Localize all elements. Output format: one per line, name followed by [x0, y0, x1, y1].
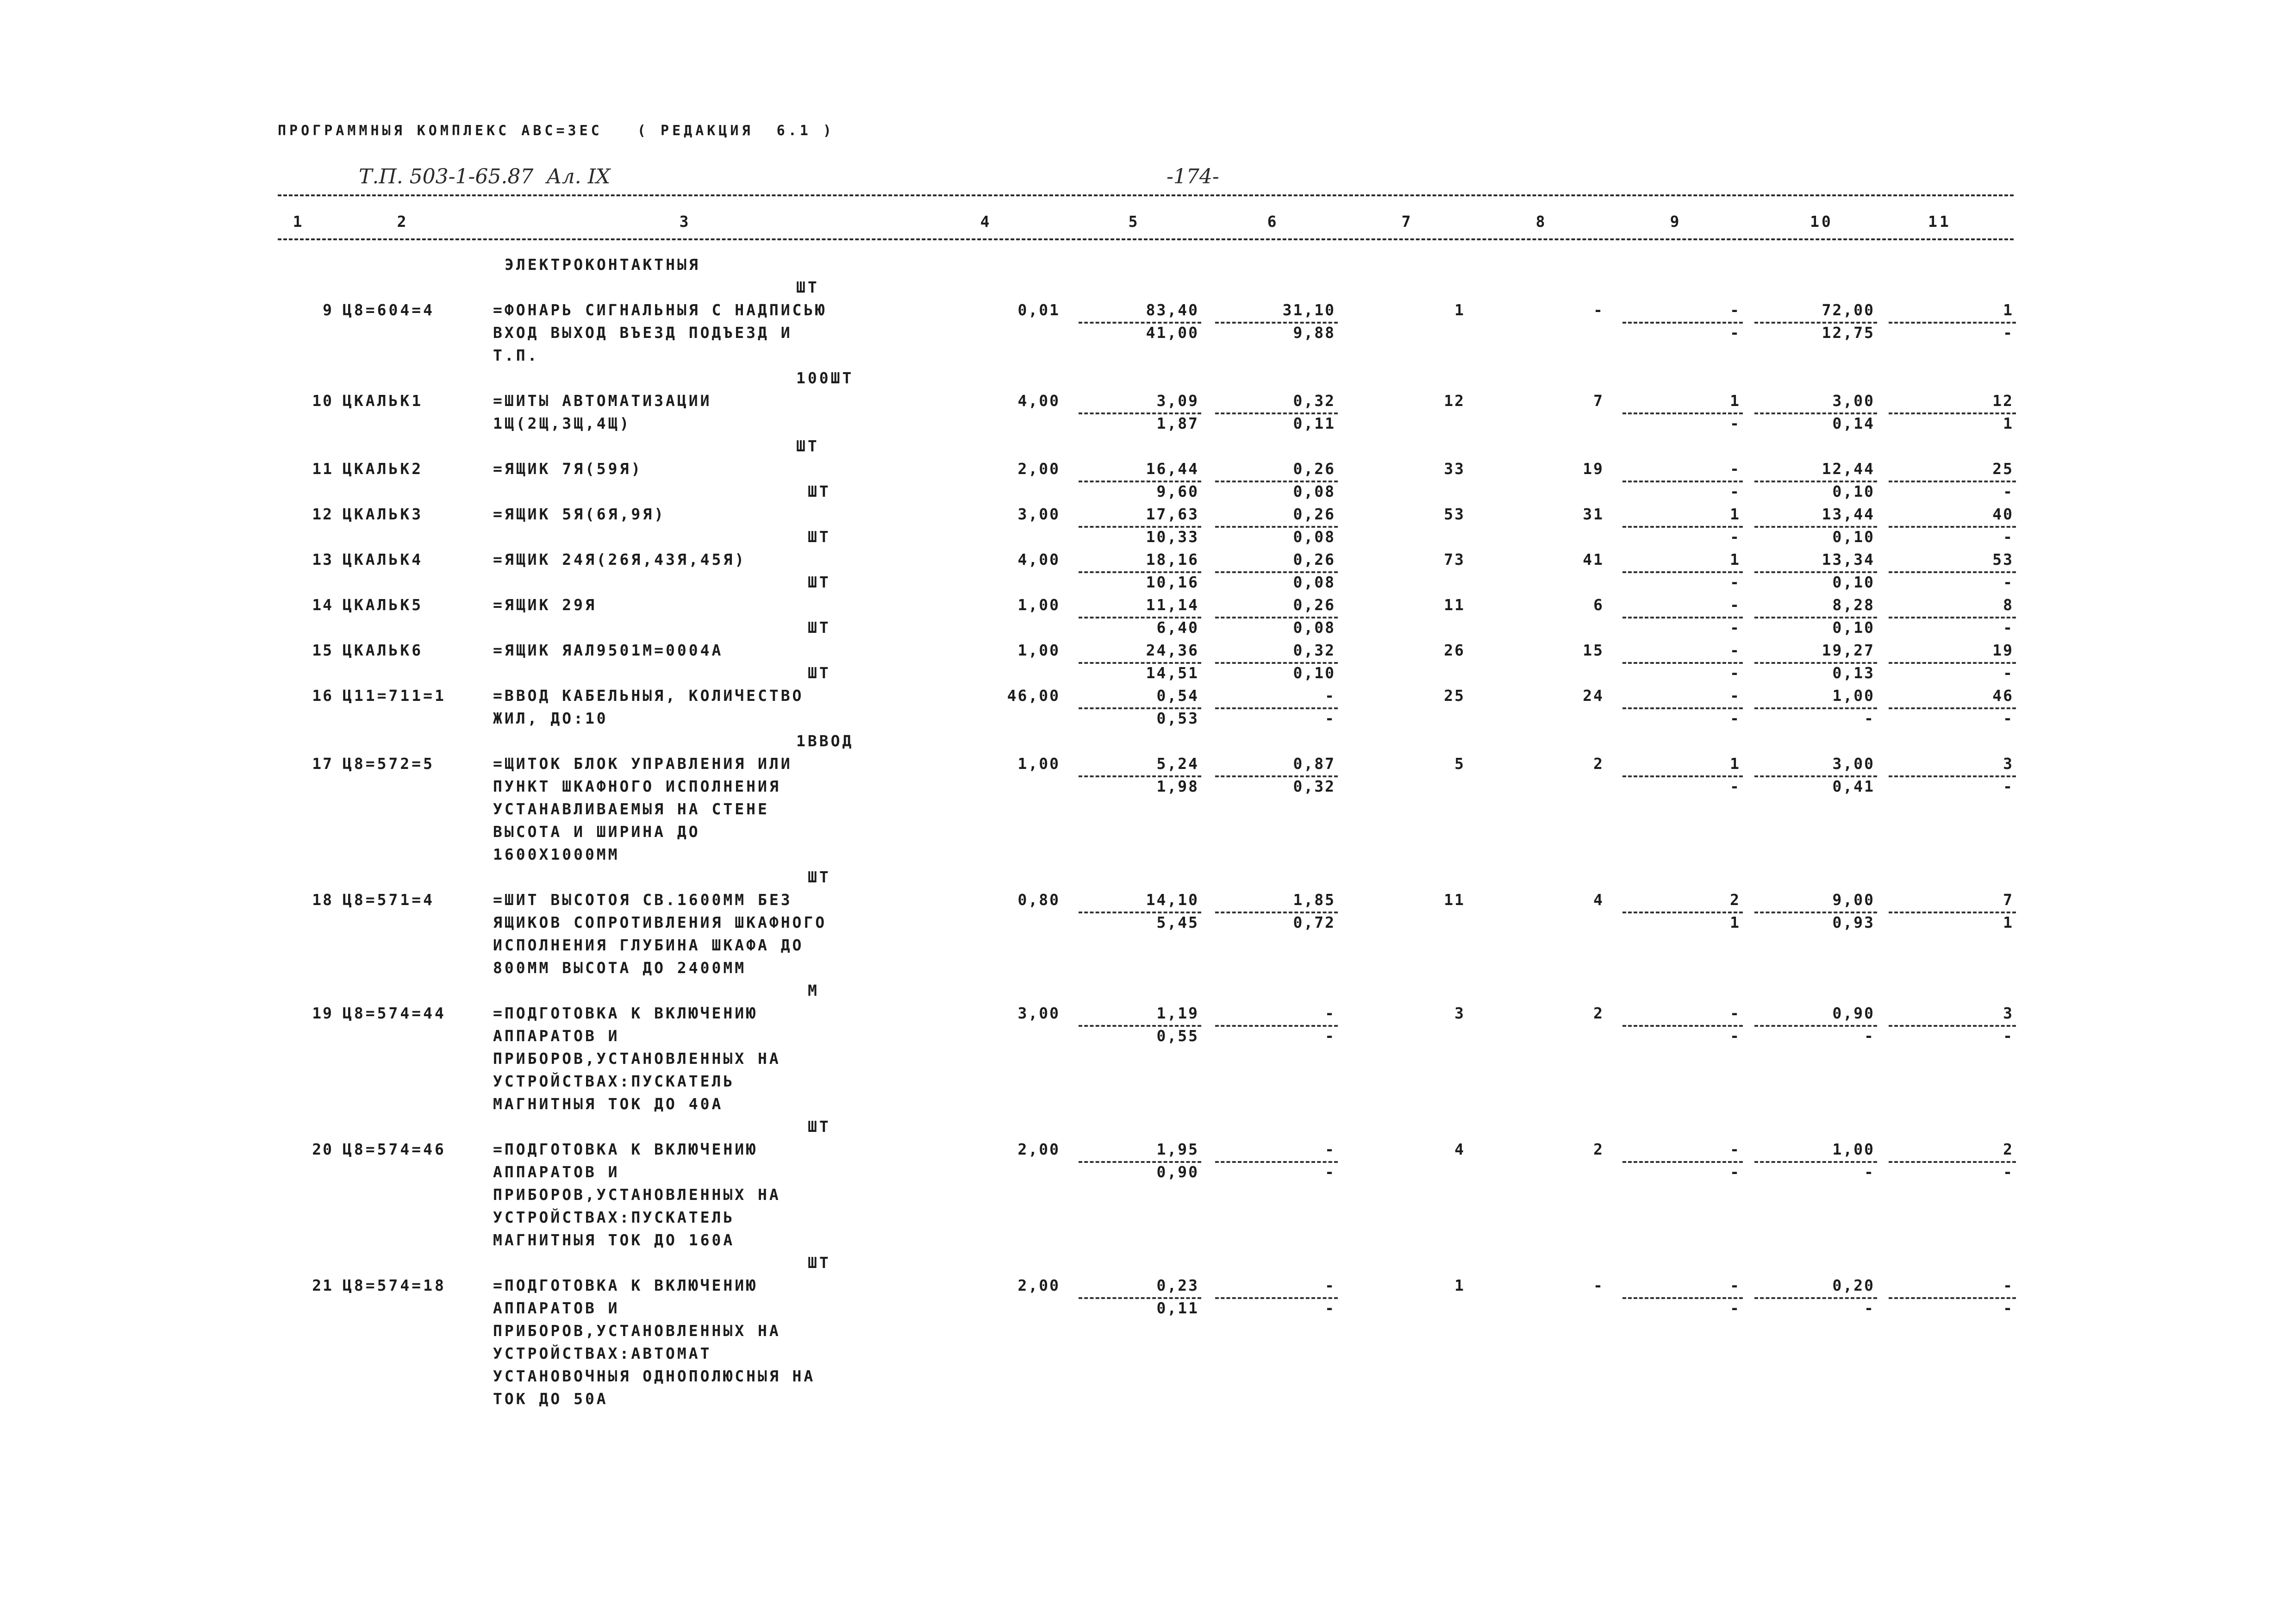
unit-label: ШТ	[808, 868, 831, 886]
cell-c7: 1	[1454, 1276, 1465, 1294]
unit-label: ШТ	[808, 528, 831, 546]
cell-c6-bottom: -	[1325, 1299, 1335, 1317]
column-header-5: 5	[1128, 212, 1140, 231]
resource-code: ЦКАЛЬК4	[343, 550, 424, 568]
cell-c6-bottom: 0,72	[1293, 913, 1335, 931]
cell-c8: 24	[1583, 687, 1604, 705]
cell-c10-bottom: 0,10	[1832, 528, 1875, 546]
row-number: 19	[312, 1004, 333, 1022]
cell-c9-top: 1	[1730, 505, 1741, 523]
cell-c6-divider	[1215, 1161, 1338, 1163]
cell-c5-bottom: 9,60	[1156, 482, 1199, 500]
cell-c8: 6	[1593, 596, 1604, 614]
cell-c9-top: -	[1730, 1004, 1741, 1022]
cell-c10-bottom: 0,14	[1832, 414, 1875, 432]
resource-code: Ц11=711=1	[343, 687, 446, 705]
description-line: АППАРАТОВ И	[493, 1027, 620, 1045]
cell-c9-divider	[1622, 1025, 1743, 1027]
document-reference: Т.П. 503-1-65.87 Ал. IX	[359, 165, 611, 188]
cell-c11-divider	[1889, 912, 2016, 913]
cell-c5-top: 83,40	[1146, 301, 1199, 319]
cell-c9-divider	[1622, 707, 1743, 709]
description-line: 800ММ ВЫСОТА ДО 2400ММ	[493, 959, 747, 977]
cell-c11-bottom: -	[2003, 1027, 2014, 1045]
row-number: 20	[312, 1140, 333, 1158]
cell-c5-top: 5,24	[1156, 755, 1199, 773]
row-number: 12	[312, 505, 333, 523]
description-line: =ЯЩИК 29Я	[493, 596, 597, 614]
row-number: 14	[312, 596, 333, 614]
description-line: =ЯЩИК 5Я(6Я,9Я)	[493, 505, 666, 523]
cell-c7: 25	[1444, 687, 1465, 705]
quantity: 1,00	[1017, 641, 1060, 659]
cell-c5-bottom: 10,16	[1146, 573, 1199, 591]
description-line: УСТАНАВЛИВАЕМЫЯ НА СТЕНЕ	[493, 800, 769, 818]
description-line: =ПОДГОТОВКА К ВКЛЮЧЕНИЮ	[493, 1004, 758, 1022]
cell-c8: 41	[1583, 550, 1604, 568]
cell-c11-top: 3	[2003, 755, 2014, 773]
cell-c10-divider	[1754, 1161, 1877, 1163]
cell-c9-top: -	[1730, 596, 1741, 614]
description-line: УСТРОЙСТВАХ:ПУСКАТЕЛЬ	[493, 1072, 735, 1090]
cell-c11-top: 12	[1992, 392, 2014, 410]
cell-c5-bottom: 14,51	[1146, 664, 1199, 682]
column-header-1: 1	[293, 212, 305, 231]
cell-c7: 4	[1454, 1140, 1465, 1158]
cell-c9-divider	[1622, 481, 1743, 482]
cell-c5-bottom: 41,00	[1146, 324, 1199, 342]
cell-c7: 73	[1444, 550, 1465, 568]
cell-c9-divider	[1622, 775, 1743, 777]
description-line: ВХОД ВЫХОД ВЪЕЗД ПОДЪЕЗД И	[493, 324, 792, 342]
cell-c10-bottom: 0,93	[1832, 913, 1875, 931]
quantity: 2,00	[1017, 1140, 1060, 1158]
description-line: ВЫСОТА И ШИРИНА ДО	[493, 823, 700, 841]
cell-c10-bottom: 0,13	[1832, 664, 1875, 682]
cell-c11-bottom: -	[2003, 777, 2014, 795]
cell-c9-top: -	[1730, 301, 1741, 319]
cell-c8: 4	[1593, 891, 1604, 909]
cell-c8: 7	[1593, 392, 1604, 410]
cell-c11-divider	[1889, 1025, 2016, 1027]
cell-c10-divider	[1754, 707, 1877, 709]
description-line: ЯЩИКОВ СОПРОТИВЛЕНИЯ ШКАФНОГО	[493, 913, 827, 931]
cell-c9-top: 2	[1730, 891, 1741, 909]
cell-c6-divider	[1215, 707, 1338, 709]
resource-code: Ц8=604=4	[343, 301, 435, 319]
cell-c7: 3	[1454, 1004, 1465, 1022]
resource-code: Ц8=574=46	[343, 1140, 446, 1158]
cell-c6-top: 0,32	[1293, 392, 1335, 410]
cell-c6-bottom: 0,32	[1293, 777, 1335, 795]
cell-c9-bottom: -	[1730, 1027, 1741, 1045]
cell-c7: 53	[1444, 505, 1465, 523]
column-header-7: 7	[1401, 212, 1413, 231]
cell-c7: 5	[1454, 755, 1465, 773]
description-line: ПРИБОРОВ,УСТАНОВЛЕННЫХ НА	[493, 1186, 781, 1204]
cell-c6-top: -	[1325, 1004, 1335, 1022]
description-line: 1600Х1000ММ	[493, 845, 620, 863]
row-number: 18	[312, 891, 333, 909]
cell-c9-bottom: -	[1730, 1163, 1741, 1181]
cell-c9-divider	[1622, 571, 1743, 573]
cell-c11-divider	[1889, 481, 2016, 482]
column-header-8: 8	[1535, 212, 1547, 231]
cell-c6-top: -	[1325, 1140, 1335, 1158]
cell-c9-top: -	[1730, 1276, 1741, 1294]
row-number: 15	[312, 641, 333, 659]
quantity: 46,00	[1007, 687, 1060, 705]
cell-c6-top: 31,10	[1282, 301, 1335, 319]
quantity: 2,00	[1017, 460, 1060, 478]
cell-c6-top: -	[1325, 687, 1335, 705]
cell-c6-divider	[1215, 1025, 1338, 1027]
cell-c11-bottom: 1	[2003, 414, 2014, 432]
unit-label: ШТ	[808, 482, 831, 500]
unit-label: ШТ	[808, 1118, 831, 1136]
cell-c5-top: 0,54	[1156, 687, 1199, 705]
cell-c6-bottom: 0,08	[1293, 528, 1335, 546]
cell-c6-top: 1,85	[1293, 891, 1335, 909]
cell-c5-top: 17,63	[1146, 505, 1199, 523]
resource-code: Ц8=574=18	[343, 1276, 446, 1294]
cell-c11-top: 19	[1992, 641, 2014, 659]
cell-c8: 2	[1593, 755, 1604, 773]
cell-c8: 2	[1593, 1004, 1604, 1022]
cell-c10-bottom: 0,10	[1832, 482, 1875, 500]
quantity: 4,00	[1017, 392, 1060, 410]
cell-c11-top: 25	[1992, 460, 2014, 478]
column-header-6: 6	[1267, 212, 1279, 231]
cell-c6-divider	[1215, 1297, 1338, 1299]
cell-c11-top: 46	[1992, 687, 2014, 705]
cell-c5-bottom: 0,55	[1156, 1027, 1199, 1045]
quantity: 1,00	[1017, 755, 1060, 773]
description-line: АППАРАТОВ И	[493, 1299, 620, 1317]
cell-c10-divider	[1754, 1297, 1877, 1299]
cell-c11-divider	[1889, 775, 2016, 777]
cell-c11-bottom: 1	[2003, 913, 2014, 931]
column-header-3: 3	[679, 212, 691, 231]
row-number: 11	[312, 460, 333, 478]
unit-label: ШТ	[808, 664, 831, 682]
cell-c11-bottom: -	[2003, 573, 2014, 591]
cell-c9-top: -	[1730, 1140, 1741, 1158]
cell-c6-bottom: -	[1325, 1163, 1335, 1181]
cell-c11-divider	[1889, 617, 2016, 618]
cell-c11-bottom: -	[2003, 528, 2014, 546]
cell-c5-bottom: 10,33	[1146, 528, 1199, 546]
cell-c11-divider	[1889, 707, 2016, 709]
cell-c7: 1	[1454, 301, 1465, 319]
cell-c9-divider	[1622, 912, 1743, 913]
description-line: =ЩИТОК БЛОК УПРАВЛЕНИЯ ИЛИ	[493, 755, 792, 773]
cell-c9-top: -	[1730, 641, 1741, 659]
cell-c8: -	[1593, 1276, 1604, 1294]
unit-label: 100ШТ	[796, 369, 854, 387]
cell-c9-divider	[1622, 662, 1743, 664]
resource-code: Ц8=574=44	[343, 1004, 446, 1022]
cell-c5-top: 1,19	[1156, 1004, 1199, 1022]
column-header-10: 10	[1810, 212, 1833, 231]
cell-c9-bottom: -	[1730, 414, 1741, 432]
cell-c9-bottom: -	[1730, 1299, 1741, 1317]
cell-c11-top: 7	[2003, 891, 2014, 909]
cell-c10-top: 1,00	[1832, 687, 1875, 705]
quantity: 4,00	[1017, 550, 1060, 568]
cell-c6-bottom: 9,88	[1293, 324, 1335, 342]
cell-c11-bottom: -	[2003, 482, 2014, 500]
cell-c9-bottom: -	[1730, 528, 1741, 546]
cell-c5-top: 1,95	[1156, 1140, 1199, 1158]
quantity: 1,00	[1017, 596, 1060, 614]
description-line: УСТРОЙСТВАХ:АВТОМАТ	[493, 1344, 712, 1362]
cell-c8: 31	[1583, 505, 1604, 523]
cell-c10-divider	[1754, 1025, 1877, 1027]
description-line: МАГНИТНЫЯ ТОК ДО 160А	[493, 1231, 735, 1249]
cell-c11-top: 8	[2003, 596, 2014, 614]
cell-c5-bottom: 0,11	[1156, 1299, 1199, 1317]
description-line: ПУНКТ ШКАФНОГО ИСПОЛНЕНИЯ	[493, 777, 781, 795]
row-number: 10	[312, 392, 333, 410]
cell-c6-bottom: -	[1325, 709, 1335, 727]
cell-c6-top: 0,26	[1293, 505, 1335, 523]
cell-c9-top: -	[1730, 460, 1741, 478]
cell-c10-top: 12,44	[1822, 460, 1875, 478]
description-line: =ЯЩИК ЯАЛ9501М=0004А	[493, 641, 724, 659]
resource-code: ЦКАЛЬК5	[343, 596, 424, 614]
cell-c5-bottom: 5,45	[1156, 913, 1199, 931]
program-title: ПРОГРАММНЫЯ КОМПЛЕКС АВС=3ЕС ( РЕДАКЦИЯ 6.1 )	[278, 123, 835, 139]
cell-c6-bottom: 0,08	[1293, 618, 1335, 637]
cell-c6-top: -	[1325, 1276, 1335, 1294]
column-header-2: 2	[397, 212, 409, 231]
description-line: УСТРОЙСТВАХ:ПУСКАТЕЛЬ	[493, 1208, 735, 1226]
cell-c9-top: 1	[1730, 755, 1741, 773]
unit-label: 1ВВОД	[796, 732, 854, 750]
description-line: =ШИТЫ АВТОМАТИЗАЦИИ	[493, 392, 712, 410]
cell-c11-divider	[1889, 322, 2016, 324]
cell-c11-bottom: -	[2003, 709, 2014, 727]
cell-c11-bottom: -	[2003, 664, 2014, 682]
description-line: =ПОДГОТОВКА К ВКЛЮЧЕНИЮ	[493, 1276, 758, 1294]
cell-c11-divider	[1889, 1161, 2016, 1163]
cell-c10-top: 72,00	[1822, 301, 1875, 319]
cell-c11-divider	[1889, 412, 2016, 414]
cell-c10-top: 3,00	[1832, 392, 1875, 410]
cell-c10-bottom: 0,10	[1832, 618, 1875, 637]
cell-c11-bottom: -	[2003, 1299, 2014, 1317]
cell-c10-bottom: -	[1864, 1299, 1875, 1317]
cell-c7: 33	[1444, 460, 1465, 478]
quantity: 0,80	[1017, 891, 1060, 909]
description-line: УСТАНОВОЧНЫЯ ОДНОПОЛЮСНЫЯ НА	[493, 1367, 816, 1385]
unit-label: М	[808, 981, 819, 999]
row-number: 9	[323, 301, 333, 319]
resource-code: ЦКАЛЬК3	[343, 505, 424, 523]
description-line: ТОК ДО 50А	[493, 1390, 608, 1408]
cell-c5-bottom: 0,53	[1156, 709, 1199, 727]
column-header-9: 9	[1670, 212, 1682, 231]
cell-c9-divider	[1622, 617, 1743, 618]
cell-c5-top: 24,36	[1146, 641, 1199, 659]
description-line: =ШИТ ВЫСОТОЯ СВ.1600ММ БЕЗ	[493, 891, 792, 909]
cell-c11-top: 2	[2003, 1140, 2014, 1158]
cell-c10-top: 13,44	[1822, 505, 1875, 523]
cell-c9-bottom: -	[1730, 618, 1741, 637]
resource-code: ЦКАЛЬК6	[343, 641, 424, 659]
cell-c9-divider	[1622, 412, 1743, 414]
header-top-rule	[278, 194, 2014, 196]
quantity: 3,00	[1017, 1004, 1060, 1022]
resource-code: ЦКАЛЬК1	[343, 392, 424, 410]
cell-c8: 15	[1583, 641, 1604, 659]
cell-c10-bottom: -	[1864, 1163, 1875, 1181]
cell-c11-top: 3	[2003, 1004, 2014, 1022]
quantity: 2,00	[1017, 1276, 1060, 1294]
cell-c9-bottom: -	[1730, 573, 1741, 591]
cell-c10-top: 3,00	[1832, 755, 1875, 773]
description-line: 1Щ(2Щ,3Щ,4Щ)	[493, 414, 631, 432]
cell-c5-bottom: 1,87	[1156, 414, 1199, 432]
cell-c9-divider	[1622, 322, 1743, 324]
cell-c9-top: 1	[1730, 550, 1741, 568]
cell-c6-bottom: -	[1325, 1027, 1335, 1045]
description-continuation: ЭЛЕКТРОКОНТАКТНЫЯ	[505, 256, 700, 274]
cell-c8: 19	[1583, 460, 1604, 478]
cell-c9-divider	[1622, 1161, 1743, 1163]
description-line: ИСПОЛНЕНИЯ ГЛУБИНА ШКАФА ДО	[493, 936, 804, 954]
cell-c7: 12	[1444, 392, 1465, 410]
description-line: =ЯЩИК 7Я(59Я)	[493, 460, 643, 478]
cell-c6-top: 0,32	[1293, 641, 1335, 659]
quantity: 3,00	[1017, 505, 1060, 523]
quantity: 0,01	[1017, 301, 1060, 319]
row-number: 16	[312, 687, 333, 705]
cell-c11-bottom: -	[2003, 1163, 2014, 1181]
cell-c5-top: 0,23	[1156, 1276, 1199, 1294]
cell-c9-top: -	[1730, 687, 1741, 705]
row-number: 21	[312, 1276, 333, 1294]
cell-c5-bottom: 6,40	[1156, 618, 1199, 637]
page-number: -174-	[1167, 165, 1219, 188]
cell-c10-top: 0,20	[1832, 1276, 1875, 1294]
cell-c10-top: 19,27	[1822, 641, 1875, 659]
description-line: =ФОНАРЬ СИГНАЛЬНЫЯ С НАДПИСЬЮ	[493, 301, 827, 319]
cell-c7: 11	[1444, 596, 1465, 614]
cell-c10-top: 1,00	[1832, 1140, 1875, 1158]
cell-c9-bottom: -	[1730, 709, 1741, 727]
cell-c11-top: 53	[1992, 550, 2014, 568]
description-line: АППАРАТОВ И	[493, 1163, 620, 1181]
column-header-11: 11	[1928, 212, 1951, 231]
cell-c5-bottom: 0,90	[1156, 1163, 1199, 1181]
description-line: =ЯЩИК 24Я(26Я,43Я,45Я)	[493, 550, 747, 568]
cell-c6-top: 0,26	[1293, 596, 1335, 614]
cell-c10-bottom: 0,41	[1832, 777, 1875, 795]
cell-c9-bottom: -	[1730, 482, 1741, 500]
row-number: 13	[312, 550, 333, 568]
cell-c7: 11	[1444, 891, 1465, 909]
cell-c5-top: 11,14	[1146, 596, 1199, 614]
cell-c6-bottom: 0,11	[1293, 414, 1335, 432]
cell-c11-top: 1	[2003, 301, 2014, 319]
cell-c10-top: 13,34	[1822, 550, 1875, 568]
cell-c6-bottom: 0,10	[1293, 664, 1335, 682]
header-bottom-rule	[278, 238, 2014, 240]
cell-c9-bottom: -	[1730, 777, 1741, 795]
cell-c9-bottom: -	[1730, 324, 1741, 342]
cell-c5-bottom: 1,98	[1156, 777, 1199, 795]
cell-c5-top: 14,10	[1146, 891, 1199, 909]
cell-c9-bottom: 1	[1730, 913, 1741, 931]
cell-c6-top: 0,26	[1293, 460, 1335, 478]
description-line: ПРИБОРОВ,УСТАНОВЛЕННЫХ НА	[493, 1049, 781, 1068]
cell-c11-top: 40	[1992, 505, 2014, 523]
cell-c9-divider	[1622, 1297, 1743, 1299]
resource-code: ЦКАЛЬК2	[343, 460, 424, 478]
cell-c11-divider	[1889, 526, 2016, 528]
unit-label: ШТ	[808, 618, 831, 637]
cell-c8: -	[1593, 301, 1604, 319]
cell-c6-top: 0,87	[1293, 755, 1335, 773]
cell-c11-top: -	[2003, 1276, 2014, 1294]
cell-c10-top: 9,00	[1832, 891, 1875, 909]
resource-code: Ц8=571=4	[343, 891, 435, 909]
cell-c10-bottom: -	[1864, 1027, 1875, 1045]
cell-c6-top: 0,26	[1293, 550, 1335, 568]
description-line: МАГНИТНЫЯ ТОК ДО 40А	[493, 1095, 724, 1113]
unit-label: ШТ	[808, 573, 831, 591]
cell-c10-bottom: 0,10	[1832, 573, 1875, 591]
unit-label: ШТ	[796, 278, 819, 296]
resource-code: Ц8=572=5	[343, 755, 435, 773]
cell-c10-bottom: -	[1864, 709, 1875, 727]
cell-c5-top: 3,09	[1156, 392, 1199, 410]
description-line: =ПОДГОТОВКА К ВКЛЮЧЕНИЮ	[493, 1140, 758, 1158]
cell-c11-divider	[1889, 571, 2016, 573]
cell-c8: 2	[1593, 1140, 1604, 1158]
cell-c5-top: 16,44	[1146, 460, 1199, 478]
cell-c9-top: 1	[1730, 392, 1741, 410]
description-line: ПРИБОРОВ,УСТАНОВЛЕННЫХ НА	[493, 1322, 781, 1340]
row-number: 17	[312, 755, 333, 773]
cell-c10-bottom: 12,75	[1822, 324, 1875, 342]
cell-c11-divider	[1889, 1297, 2016, 1299]
cell-c11-divider	[1889, 662, 2016, 664]
cell-c6-bottom: 0,08	[1293, 482, 1335, 500]
cell-c9-divider	[1622, 526, 1743, 528]
cell-c5-top: 18,16	[1146, 550, 1199, 568]
cell-c11-bottom: -	[2003, 324, 2014, 342]
cell-c10-top: 8,28	[1832, 596, 1875, 614]
cell-c6-bottom: 0,08	[1293, 573, 1335, 591]
unit-label: ШТ	[808, 1254, 831, 1272]
cell-c10-top: 0,90	[1832, 1004, 1875, 1022]
unit-label: ШТ	[796, 437, 819, 455]
cell-c11-bottom: -	[2003, 618, 2014, 637]
description-line: ЖИЛ, ДО:10	[493, 709, 608, 727]
cell-c7: 26	[1444, 641, 1465, 659]
column-header-4: 4	[980, 212, 992, 231]
cell-c9-bottom: -	[1730, 664, 1741, 682]
description-line: Т.П.	[493, 346, 539, 364]
description-line: =ВВОД КАБЕЛЬНЫЯ, КОЛИЧЕСТВО	[493, 687, 804, 705]
